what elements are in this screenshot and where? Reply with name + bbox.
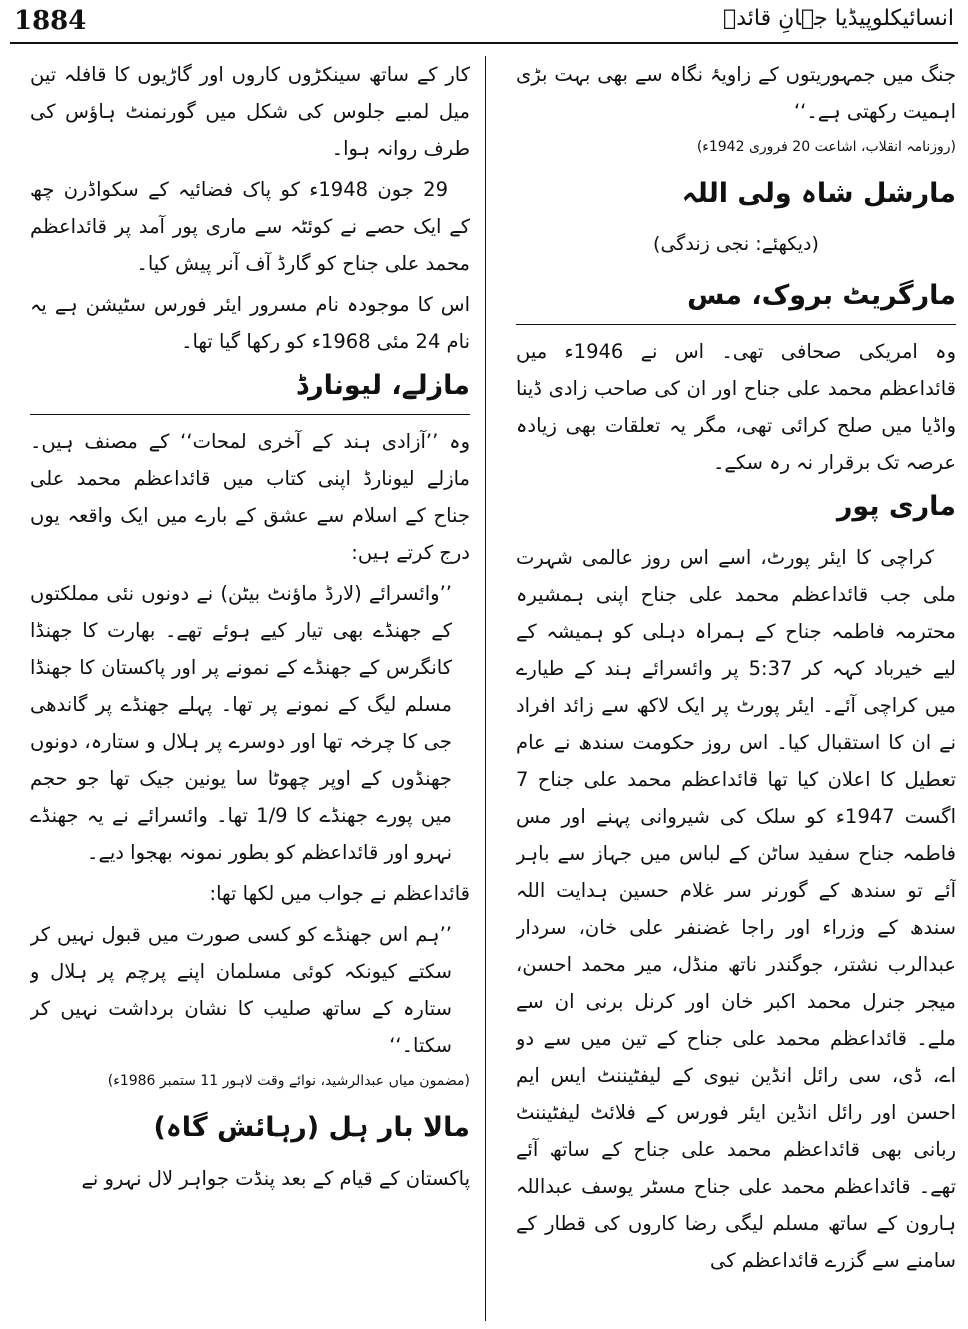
column-divider [485,56,486,1321]
heading-maripur: ماری پور [836,491,956,522]
malabar-paragraph: پاکستان کے قیام کے بعد پنڈت جواہر لال نہرو نے [81,1167,470,1190]
heading-malabar-hill: مالا بار ہل (رہائش گاہ) [153,1112,470,1143]
page-number: 1884 [14,6,87,36]
heading-rule [516,324,956,325]
mosley-quote: ’’وائسرائے (لارڈ ماؤنٹ بیٹن) نے دونوں نئی مملکتوں کے جھنڈے بھی تیار کیے ہوئے تھے۔ بھارت کا جھنڈا کانگرس کے جھنڈے کے نمونے پر اور پاکستان کا جھنڈا مسلم لیگ کے نمونے پر تھا۔ پہلے جھنڈے پر گاندھی جی کا چرخہ تھا اور دوسرے پر ہلال و ستارہ، دونوں جھنڈوں کے اوپر چھوٹا سا یونین جیک تھا جو حجم میں پورے جھنڈے کا 1/9 تھا۔ وائسرائے نے یہ جھنڈے نہرو اور قائداعظم کو بطور نمونہ بھجوا دیے۔ [30,582,452,864]
running-title: انسائیکلوپیڈیا جہانِ قائدؒ [723,6,954,31]
mosley-intro: وہ ’’آزادی ہند کے آخری لمحات‘‘ کے مصنف ہیں۔ مازلے لیونارڈ اپنی کتاب میں قائداعظم محمد علی جناح کے اسلام سے عشق کے بارے میں ایک واقعہ یوں درج کرتے ہیں: [30,430,470,564]
heading-rule [30,414,470,415]
heading-marshal-shah-waliullah: مارشل شاہ ولی اللہ [681,178,956,209]
margaret-paragraph: وہ امریکی صحافی تھی۔ اس نے 1946ء میں قائداعظم محمد علی جناح اور ان کی صاحب زادی ڈینا واڈیا میں صلح کرائی تھی، مگر یہ تعلقات بھی زیادہ عرصہ تک برقرار نہ رہ سکے۔ [516,340,956,474]
page-header [10,0,958,46]
maripur-paragraph: کراچی کا ایئر پورٹ، اسے اس روز عالمی شہرت ملی جب قائداعظم محمد علی جناح اپنی ہمشیرہ محترمہ فاطمہ جناح کے ہمراہ دہلی کو ہمیشہ کے لیے خیرباد کہہ کر 5:37 پر وائسرائے ہند کے طیارے میں کراچی آئے۔ ایئر پورٹ پر ایک لاکھ سے زائد افراد نے ان کا استقبال کیا۔ اس روز حکومت سندھ نے عام تعطیل کا اعلان کیا تھا قائداعظم محمد علی جناح 7 اگست 1947ء کو سلک کی شیروانی پہنے اور مس فاطمہ جناح سفید ساٹن کے لباس میں جہاز سے باہر آئے تو سندھ کے گورنر سر غلام حسین ہدایت اللہ سندھ کے وزراء اور راجا غضنفر علی خان، سردار عبدالرب نشتر، جوگندر ناتھ منڈل، میر محمد احسن، میجر جنرل محمد اکبر خان اور کرنل برنی ان سے ملے۔ قائداعظم محمد علی جناح کے تین میں سے دو اے، ڈی، سی رائل انڈین نیوی کے لیفٹیننٹ ایس ایم احسن اور رائل انڈین ایئر فورس کے فلائٹ لیفٹیننٹ ربانی بھی قائداعظم محمد علی جناح کے ساتھ آئے تھے۔ قائداعظم محمد علی جناح مسٹر یوسف عبداللہ ہارون کے ساتھ مسلم لیگی رضا کاروں کی قطار کے سامنے سے گزرے قائداعظم کی [516,546,956,1272]
intro-citation: (روزنامہ انقلاب، اشاعت 20 فروری 1942ء) [696,139,956,155]
see-also-note: (دیکھئے: نجی زندگی) [653,233,819,255]
heading-mosley-leonard: مازلے، لیونارڈ [296,370,470,401]
right-column [516,56,956,1321]
mosley-reply-intro: قائداعظم نے جواب میں لکھا تھا: [209,882,470,905]
maripur-rename-paragraph: اس کا موجودہ نام مسرور ایئر فورس سٹیشن ہے یہ نام 24 مئی 1968ء کو رکھا گیا تھا۔ [30,293,470,353]
mosley-citation: (مضمون میاں عبدالرشید، نوائے وقت لاہور 11 ستمبر 1986ء) [107,1073,470,1089]
left-column [30,56,470,1321]
maripur-1948-paragraph: 29 جون 1948ء کو پاک فضائیہ کے سکواڈرن چھ کے ایک حصے نے کوئٹہ سے ماری پور آمد پر قائداعظم محمد علی جناح کو گارڈ آف آنر پیش کیا۔ [30,178,470,275]
heading-margaret-bourke: مارگریٹ بروک، مس [687,280,956,311]
mosley-reply-quote: ’’ہم اس جھنڈے کو کسی صورت میں قبول نہیں کر سکتے کیونکہ کوئی مسلمان اپنے پرچم پر ہلال و ستارہ کے ساتھ صلیب کا نشان برداشت نہیں کر سکتا۔‘‘ [30,923,452,1057]
header-rule [10,42,958,44]
intro-quote-end: جنگ میں جمہوریتوں کے زاویۂ نگاہ سے بھی بہت بڑی اہمیت رکھتی ہے۔‘‘ [516,63,956,123]
maripur-continuation: کار کے ساتھ سینکڑوں کاروں اور گاڑیوں کا قافلہ تین میل لمبے جلوس کی شکل میں گورنمنٹ ہاؤس کی طرف روانہ ہوا۔ [30,63,470,160]
